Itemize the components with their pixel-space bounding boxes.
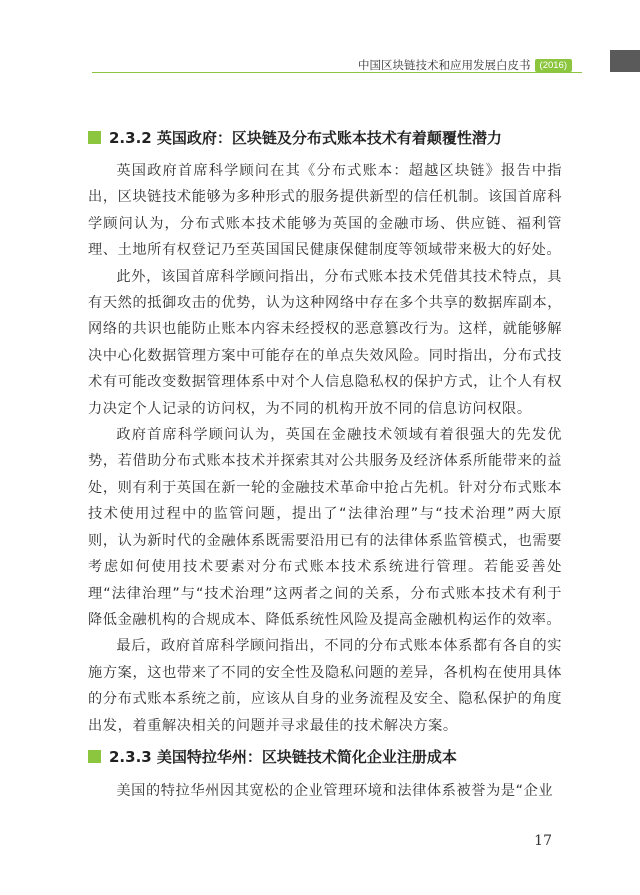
square-bullet-icon: [88, 131, 101, 144]
header-rule: [92, 72, 582, 73]
section-heading: [88, 125, 562, 149]
page-body: [88, 125, 562, 804]
section-heading-text: 2.3.3 美国特拉华州：区块链技术简化企业注册成本: [109, 748, 457, 767]
page-number: 17: [534, 833, 552, 849]
book-title: 中国区块链技术和应用发展白皮书: [358, 58, 531, 72]
header-tab-marker: [610, 50, 640, 72]
square-bullet-icon: [88, 750, 101, 763]
section-heading: [88, 745, 562, 769]
paragraph: 英国政府首席科学顾问在其《分布式账本：超越区块链》报告中指出，区块链技术能够为多种形式的服务提供新型的信任机制。该国首席科学顾问认为，分布式账本技术能够为英国的金融市场、供应链、福利管理、土地所有权登记乃至英国国民健康保健制度等领域带来极大的好处。: [88, 163, 562, 259]
paragraph: 最后，政府首席科学顾问指出，不同的分布式账本体系都有各自的实施方案，这也带来了不同的安全性及隐私问题的差异，各机构在使用具体的分布式账本系统之前，应该从自身的业务流程及安全、隐私保护的角度出发，着重解决相关的问题并寻求最佳的技术解决方案。: [88, 638, 562, 734]
section-heading-text: 2.3.2 英国政府：区块链及分布式账本技术有着颠覆性潜力: [109, 128, 502, 147]
page-header: [0, 0, 640, 72]
paragraph: 美国的特拉华州因其宽松的企业管理环境和法律体系被誉为是“企业: [116, 782, 554, 799]
year-badge: (2016): [535, 59, 572, 72]
paragraph: 此外，该国首席科学顾问指出，分布式账本技术凭借其技术特点，具有天然的抵御攻击的优势，认为这种网络中存在多个共享的数据库副本，网络的共识也能防止账本内容未经授权的恶意篡改行为。这样，就能够解决中心化数据管理方案中可能存在的单点失效风险。同时指出，分布式技术有可能改变数据管理体系中对个人信息隐私权的保护方式，让个人有权力决定个人记录的访问权，为不同的机构开放不同的信息访问权限。: [88, 268, 562, 417]
paragraph: 政府首席科学顾问认为，英国在金融技术领域有着很强大的先发优势，若借助分布式账本技术并探索其对公共服务及经济体系所能带来的益处，则有利于英国在新一轮的金融技术革命中抢占先机。针对分布式账本技术使用过程中的监管问题，提出了“法律治理”与“技术治理”两大原则，认为新时代的金融体系既需要沿用已有的法律体系监管模式，也需要考虑如何使用技术要素对分布式账本技术系统进行管理。若能妥善处理“法律治理”与“技术治理”这两者之间的关系，分布式账本技术有利于降低金融机构的合规成本、降低系统性风险及提高金融机构运作的效率。: [88, 427, 562, 628]
running-header: [358, 57, 572, 73]
